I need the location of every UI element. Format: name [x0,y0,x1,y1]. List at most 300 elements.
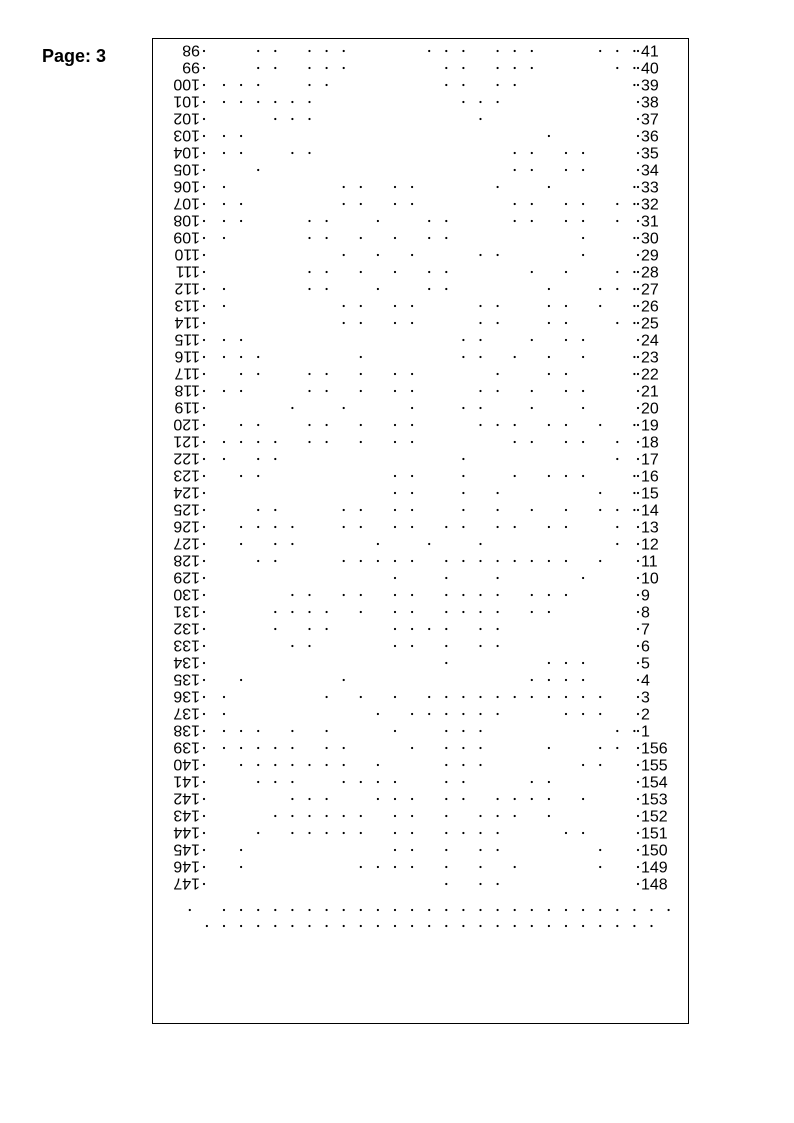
right-marker-dot [637,322,639,324]
left-row-label: 105 [173,160,200,178]
grid-dot [394,866,396,868]
grid-dot [394,492,396,494]
grid-dot [240,84,242,86]
left-row-label: 139 [173,738,200,756]
grid-dot [548,526,550,528]
grid-dot [257,764,259,766]
grid-dot [308,237,310,239]
grid-dot [240,220,242,222]
grid-dot [308,271,310,273]
grid-dot [240,866,242,868]
grid-dot [582,169,584,171]
grid-dot [479,883,481,885]
grid-dot [445,713,447,715]
grid-dot [308,118,310,120]
grid-dot [274,458,276,460]
grid-dot [308,798,310,800]
grid-dot [616,67,618,69]
grid-dot [428,271,430,273]
grid-dot [326,798,328,800]
grid-dot [514,67,516,69]
grid-dot [291,645,293,647]
grid-dot [497,101,499,103]
left-marker-dot [203,373,205,375]
grid-dot [428,50,430,52]
left-row-label: 124 [173,483,200,501]
right-marker-dot [637,526,639,528]
grid-dot [462,798,464,800]
grid-dot [411,849,413,851]
right-marker-dot [637,543,639,545]
left-row-label: 119 [174,398,200,416]
right-marker-dot [637,747,639,749]
right-row-label: 36 [641,128,659,146]
grid-dot [445,815,447,817]
right-row-label: 151 [641,825,668,843]
grid-dot [223,288,225,290]
grid-dot [565,271,567,273]
bottom-dot-lower [240,925,242,927]
grid-dot [360,271,362,273]
grid-dot [377,254,379,256]
grid-dot [462,67,464,69]
grid-dot [582,662,584,664]
grid-dot [428,220,430,222]
grid-dot [360,696,362,698]
right-marker-dot [637,696,639,698]
grid-dot [394,424,396,426]
grid-dot [599,849,601,851]
grid-dot [531,407,533,409]
right-row-label: 14 [641,502,659,520]
grid-dot [548,135,550,137]
bottom-dot-lower [428,925,430,927]
right-row-label: 154 [641,774,668,792]
bottom-dot-lower [497,925,499,927]
grid-dot [377,713,379,715]
grid-dot [411,424,413,426]
grid-dot [479,815,481,817]
left-row-label: 131 [173,602,200,620]
right-marker-dot [637,492,639,494]
grid-dot [616,730,618,732]
grid-dot [274,611,276,613]
right-row-label: 38 [641,94,659,112]
grid-dot [565,373,567,375]
grid-dot [343,254,345,256]
left-marker-dot [203,254,205,256]
left-marker-dot [203,322,205,324]
left-row-label: 113 [174,296,200,314]
grid-dot [548,594,550,596]
grid-dot [479,390,481,392]
bottom-dot-lower [291,925,293,927]
bottom-dot-lower [206,925,208,927]
grid-dot [394,798,396,800]
left-marker-dot [203,781,205,783]
grid-dot [514,441,516,443]
left-marker-dot [203,662,205,664]
left-row-label: 121 [173,432,200,450]
grid-dot [394,271,396,273]
grid-dot [223,84,225,86]
grid-dot [462,713,464,715]
grid-dot [428,543,430,545]
grid-dot [394,611,396,613]
left-marker-dot [203,271,205,273]
grid-dot [531,203,533,205]
bottom-dot-upper [343,909,345,911]
grid-dot [497,305,499,307]
grid-dot [308,152,310,154]
right-row-label: 153 [641,791,668,809]
grid-dot [343,594,345,596]
grid-dot [445,764,447,766]
grid-dot [479,645,481,647]
grid-dot [479,628,481,630]
bottom-dot-lower [514,925,516,927]
right-row-label: 156 [641,740,668,758]
right-marker-dot [637,764,639,766]
grid-dot [343,203,345,205]
grid-dot [616,50,618,52]
grid-dot [308,441,310,443]
grid-dot [479,713,481,715]
grid-dot [343,815,345,817]
right-marker-dot [637,67,639,69]
grid-dot [582,356,584,358]
grid-dot [462,781,464,783]
grid-dot [394,186,396,188]
grid-dot [565,424,567,426]
grid-dot [240,730,242,732]
left-row-label: 106 [173,177,200,195]
right-marker-dot [637,186,639,188]
grid-dot [223,220,225,222]
grid-dot [497,390,499,392]
grid-dot [599,305,601,307]
grid-dot [360,305,362,307]
grid-dot [308,424,310,426]
left-row-label: 117 [174,364,200,382]
right-row-label: 17 [641,451,659,469]
bottom-dot-upper [411,909,413,911]
left-row-label: 114 [174,313,200,331]
right-marker-dot [637,84,639,86]
left-marker-dot [203,611,205,613]
left-row-label: 129 [173,568,200,586]
grid-dot [548,356,550,358]
grid-dot [548,798,550,800]
grid-dot [291,152,293,154]
left-marker-dot [203,560,205,562]
grid-dot [497,628,499,630]
grid-dot [479,254,481,256]
right-marker-dot [637,339,639,341]
grid-dot [599,764,601,766]
grid-dot [343,509,345,511]
grid-dot [531,390,533,392]
grid-dot [514,696,516,698]
grid-dot [497,560,499,562]
grid-dot [223,356,225,358]
grid-dot [223,186,225,188]
grid-dot [497,50,499,52]
grid-dot [257,509,259,511]
grid-dot [257,50,259,52]
grid-dot [445,883,447,885]
grid-dot [531,594,533,596]
right-row-label: 6 [641,638,650,656]
grid-dot [326,611,328,613]
grid-dot [360,424,362,426]
grid-dot [531,271,533,273]
grid-dot [394,594,396,596]
grid-dot [257,356,259,358]
dot-grid-canvas [153,39,688,1023]
grid-dot [394,526,396,528]
right-row-label: 4 [641,672,650,690]
bottom-dot-lower [582,925,584,927]
left-label-column [173,42,205,892]
grid-dot [291,526,293,528]
grid-dot [462,101,464,103]
grid-dot [445,220,447,222]
grid-dot [548,322,550,324]
grid-dot [548,662,550,664]
grid-dot [445,288,447,290]
right-marker-dot [637,560,639,562]
bottom-dot-upper [240,909,242,911]
grid-dot [445,237,447,239]
grid-dot [497,84,499,86]
grid-dot [445,798,447,800]
grid-dot [548,560,550,562]
right-marker-dot [637,798,639,800]
grid-dot [343,679,345,681]
left-marker-dot [203,577,205,579]
grid-dot [274,764,276,766]
grid-dot [565,526,567,528]
grid-dot [257,441,259,443]
grid-dot [582,475,584,477]
grid-dot [548,186,550,188]
bottom-dot-upper [514,909,516,911]
right-marker-dot [637,101,639,103]
grid-dot [497,424,499,426]
grid-dot [360,237,362,239]
grid-dot [616,271,618,273]
bottom-dot-lower [308,925,310,927]
right-marker-dot [637,356,639,358]
grid-dot [462,458,464,460]
grid-dot [257,475,259,477]
bottom-dot-upper [326,909,328,911]
grid-dot [582,679,584,681]
grid-dot [223,339,225,341]
right-row-label: 32 [641,196,659,214]
right-marker-dot [637,475,639,477]
grid-dot [514,84,516,86]
right-row-label: 9 [641,587,650,605]
left-row-label: 144 [173,823,200,841]
grid-dot [582,203,584,205]
grid-dot [308,390,310,392]
grid-dot [633,322,635,324]
grid-dot [394,781,396,783]
grid-dot [360,866,362,868]
grid-dot [479,866,481,868]
left-row-label: 99 [182,58,200,76]
left-row-label: 146 [173,857,200,875]
grid-dot [377,781,379,783]
grid-dot [223,458,225,460]
right-row-label: 22 [641,366,659,384]
left-row-label: 140 [173,755,200,773]
grid-dot [257,101,259,103]
right-row-label: 26 [641,298,659,316]
grid-dot [291,594,293,596]
grid-dot [411,815,413,817]
grid-dot [394,628,396,630]
grid-dot [343,50,345,52]
grid-dot [514,356,516,358]
grid-dot [497,832,499,834]
grid-dot [565,475,567,477]
grid-dot [582,713,584,715]
left-marker-dot [203,866,205,868]
left-marker-dot [203,152,205,154]
bottom-dot-lower [633,925,635,927]
grid-dot [394,832,396,834]
left-row-label: 137 [173,704,200,722]
grid-dot [326,441,328,443]
grid-dot [599,509,601,511]
grid-dot [633,288,635,290]
grid-dot [343,526,345,528]
grid-dot [240,441,242,443]
grid-dot [531,560,533,562]
grid-dot [565,441,567,443]
grid-dot [531,339,533,341]
right-row-label: 35 [641,145,659,163]
grid-dot [616,509,618,511]
left-row-label: 123 [173,466,200,484]
grid-dot [326,424,328,426]
grid-dot [394,322,396,324]
bottom-dot-upper [308,909,310,911]
grid-dot [565,203,567,205]
grid-dot [411,186,413,188]
right-marker-dot [637,169,639,171]
grid-dot [394,203,396,205]
left-row-label: 135 [173,670,200,688]
grid-dot [360,322,362,324]
bottom-dot-lower [360,925,362,927]
grid-dot [479,611,481,613]
grid-dot [360,509,362,511]
grid-dot [240,849,242,851]
left-row-label: 142 [173,789,200,807]
grid-dot [548,696,550,698]
grid-dot [445,832,447,834]
grid-dot [377,560,379,562]
grid-dot [462,509,464,511]
grid-dot [497,492,499,494]
grid-dot [257,84,259,86]
bottom-dot-upper [548,909,550,911]
grid-dot [274,781,276,783]
right-marker-dot [637,220,639,222]
grid-dot [411,254,413,256]
grid-dot [360,356,362,358]
grid-dot [240,101,242,103]
right-marker-dot [637,390,639,392]
bottom-dot-upper [565,909,567,911]
grid-dot [479,118,481,120]
grid-dot [274,101,276,103]
grid-dot [240,373,242,375]
grid-dot [360,815,362,817]
grid-dot [428,713,430,715]
left-row-label: 134 [173,653,200,671]
left-row-label: 109 [173,228,200,246]
left-marker-dot [203,594,205,596]
grid-dot [257,560,259,562]
grid-dot [326,220,328,222]
grid-dot [360,560,362,562]
grid-dot [411,407,413,409]
left-marker-dot [203,832,205,834]
left-marker-dot [203,815,205,817]
right-marker-dot [637,577,639,579]
grid-dot [343,186,345,188]
grid-dot [343,764,345,766]
bottom-dot-lower [394,925,396,927]
grid-dot [497,849,499,851]
left-marker-dot [203,118,205,120]
bottom-dot-lower [599,925,601,927]
bottom-dot-upper [633,909,635,911]
grid-dot [497,509,499,511]
right-row-label: 10 [641,570,659,588]
grid-dot [360,186,362,188]
bottom-dot-upper [462,909,464,911]
grid-dot [240,475,242,477]
grid-dot [308,628,310,630]
right-marker-dot [637,730,639,732]
grid-dot [479,407,481,409]
grid-dot [223,747,225,749]
grid-dot [462,560,464,562]
right-row-label: 8 [641,604,650,622]
grid-dot [497,526,499,528]
right-marker-dot [637,237,639,239]
grid-dot [633,186,635,188]
grid-dot [633,424,635,426]
grid-dot [599,560,601,562]
bottom-dot-upper [428,909,430,911]
bottom-dot-lower [257,925,259,927]
left-row-label: 145 [173,840,200,858]
grid-dot [326,390,328,392]
left-row-label: 98 [182,41,200,59]
grid-dot [326,832,328,834]
grid-dot [394,849,396,851]
right-row-label: 28 [641,264,659,282]
grid-dot [514,424,516,426]
grid-dot [582,237,584,239]
